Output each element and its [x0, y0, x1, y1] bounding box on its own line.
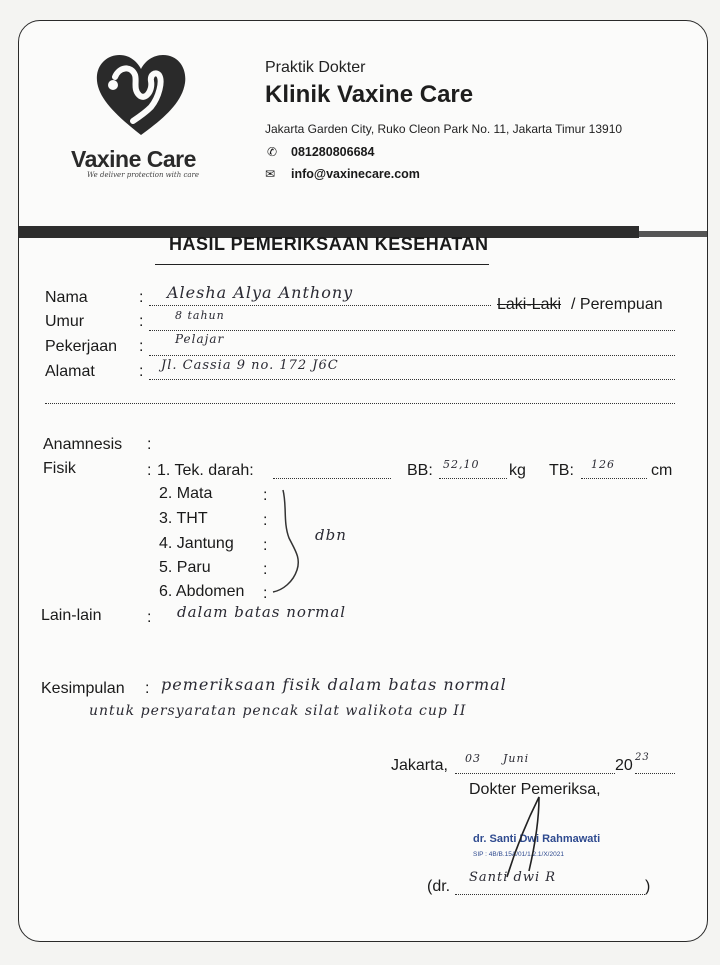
nama-colon: : [139, 289, 144, 306]
logo-wordmark: Vaxine Care [71, 146, 196, 172]
logo-tagline: We deliver protection with care [87, 171, 200, 179]
umur-dots [149, 330, 675, 331]
tb-dots [581, 478, 647, 479]
date-year-dots [635, 773, 675, 774]
alamat-dots [149, 379, 675, 380]
doctor-label: Dokter Pemeriksa, [469, 781, 601, 798]
lain-lain-value: dalam batas normal [177, 603, 347, 621]
jantung-colon: : [263, 537, 268, 554]
bb-dots [439, 478, 507, 479]
fisik-colon: : [147, 462, 152, 479]
vaxine-heart-logo-icon [93, 51, 189, 137]
doctor-name-suffix: ) [645, 878, 651, 895]
umur-colon: : [139, 313, 144, 330]
clinic-email: info@vaxinecare.com [291, 167, 420, 181]
alamat-label: Alamat [45, 363, 95, 380]
exam-item-jantung: 4. Jantung [159, 535, 234, 552]
header-divider-accent [639, 231, 707, 237]
date-day: 03 [465, 752, 481, 765]
abdomen-colon: : [263, 585, 268, 602]
clinic-phone: 081280806684 [291, 145, 375, 159]
kesimpulan-line-1: pemeriksaan fisik dalam batas normal [161, 675, 507, 694]
doctor-stamp-sip: SIP : 4B/B.15A/01/1.2.1/X/2021 [473, 851, 564, 858]
pekerjaan-colon: : [139, 338, 144, 355]
doctor-signature-name: Santi dwi R [469, 870, 557, 885]
kesimpulan-label: Kesimpulan [41, 680, 125, 697]
exam-item-abdomen: 6. Abdomen [159, 583, 245, 600]
exam-item-tht: 3. THT [159, 510, 208, 527]
date-month: Juni [503, 752, 530, 765]
gender-female: / Perempuan [571, 296, 663, 313]
document-title: HASIL PEMERIKSAAN KESEHATAN [169, 234, 489, 254]
phone-icon: ✆ [267, 145, 278, 159]
exam-result-dbn: dbn [315, 526, 347, 544]
tb-label: TB: [549, 462, 574, 479]
tht-colon: : [263, 512, 268, 529]
fisik-label: Fisik [43, 460, 76, 477]
bracket-icon [269, 486, 309, 596]
kesimpulan-colon: : [145, 680, 150, 697]
umur-label: Umur [45, 313, 85, 330]
kesimpulan-line-2: untuk persyaratan pencak silat walikota cup II [89, 703, 467, 719]
alamat-dots-2 [45, 403, 675, 404]
practice-label: Praktik Dokter [265, 59, 366, 76]
bb-unit: kg [509, 462, 526, 479]
pekerjaan-dots [149, 355, 675, 356]
email-icon: ✉ [265, 167, 276, 181]
lain-lain-label: Lain-lain [41, 607, 102, 624]
tb-unit: cm [651, 462, 673, 479]
nama-dots [149, 305, 491, 306]
date-city: Jakarta, [391, 757, 448, 774]
nama-label: Nama [45, 289, 88, 306]
exam-item-mata: 2. Mata [159, 485, 213, 502]
title-underline [155, 264, 489, 265]
tb-value: 126 [591, 458, 615, 471]
date-year-suffix: 23 [635, 752, 650, 763]
date-year-prefix: 20 [615, 757, 633, 774]
doctor-stamp-name: dr. Santi Dwi Rahmawati [473, 833, 601, 845]
mata-colon: : [263, 487, 268, 504]
alamat-colon: : [139, 363, 144, 380]
paru-colon: : [263, 561, 268, 578]
anamnesis-label: Anamnesis [43, 436, 123, 453]
date-dots [455, 773, 615, 774]
exam-item-paru: 5. Paru [159, 559, 211, 576]
bb-label: BB: [407, 462, 433, 479]
umur-value: 8 tahun [175, 309, 225, 322]
clinic-name: Klinik Vaxine Care [265, 81, 474, 108]
signature-stroke-icon [499, 791, 559, 881]
gender-male-struck: Laki-Laki [497, 296, 562, 313]
tek-darah-dots [273, 478, 391, 479]
nama-value: Alesha Alya Anthony [167, 283, 354, 302]
pekerjaan-value: Pelajar [175, 332, 225, 346]
bb-value: 52,10 [443, 458, 480, 471]
clinic-address: Jakarta Garden City, Ruko Cleon Park No. 11, Jakarta Timur 13910 [265, 122, 623, 136]
pekerjaan-label: Pekerjaan [45, 338, 118, 355]
lain-lain-colon: : [147, 609, 152, 626]
tek-darah-label: 1. Tek. darah: [157, 462, 254, 479]
doctor-name-prefix: (dr. [427, 878, 451, 895]
form-sheet [18, 20, 708, 942]
doctor-name-dots [455, 894, 645, 895]
alamat-value: Jl. Cassia 9 no. 172 J6C [161, 358, 339, 373]
anamnesis-colon: : [147, 436, 152, 453]
